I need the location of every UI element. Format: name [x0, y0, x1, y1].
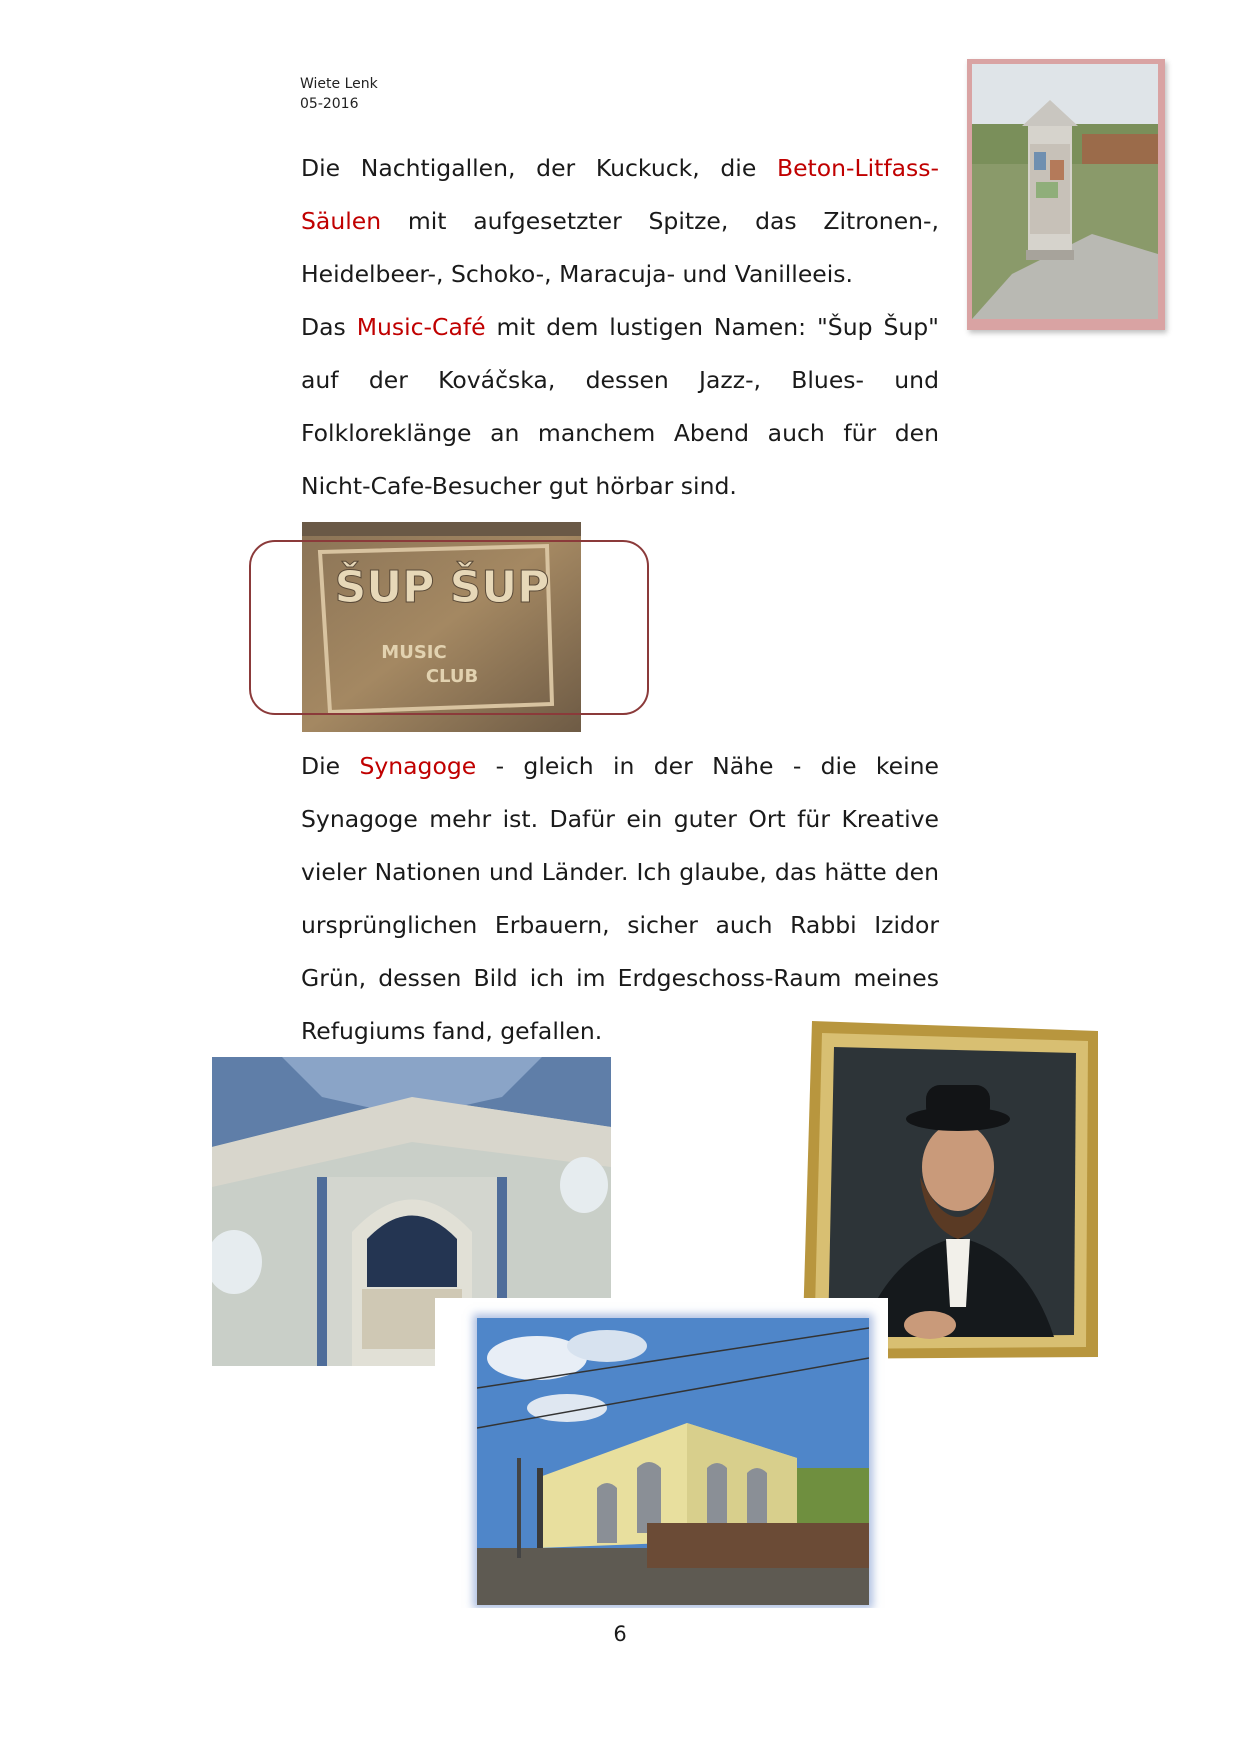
synagogue-exterior-image	[477, 1318, 869, 1605]
paragraph-ice-cream	[301, 142, 939, 301]
synagogue-exterior-photo	[435, 1298, 888, 1608]
advertising-column-photo	[967, 59, 1165, 330]
author-name: Wiete Lenk	[300, 76, 378, 92]
sign-club-label: CLUB	[425, 666, 479, 687]
paragraph-text: - gleich in der Nähe - die keine Synagoge mehr ist. Dafür ein guter Ort für Kreative vieler Nationen und Länder. Ich glaube, das hätte den ursprünglichen Erbauern, sicher auch Rabbi Izidor Grün, dessen Bild ich im Erdgeschoss-Raum meines Refugiums fand, gefallen.	[301, 752, 939, 1045]
sign-title: ŠUP ŠUP	[334, 562, 550, 613]
paragraph-text: Die	[301, 752, 360, 780]
page-number: 6	[613, 1622, 627, 1646]
paragraph-music-cafe	[301, 301, 939, 513]
highlight-litfass-saeulen: Beton-Litfass-Säulen	[301, 154, 939, 235]
header-date: 05-2016	[300, 96, 359, 112]
paragraph-text: mit aufgesetzter Spitze, das Zitronen-, Heidelbeer-, Schoko-, Maracuja- und Vanilleeis.	[301, 207, 939, 288]
sign-music-label: MUSIC	[381, 642, 447, 663]
sign-highlight-frame	[249, 540, 649, 715]
paragraph-text: Das	[301, 313, 357, 341]
advertising-column-image	[972, 64, 1158, 319]
page-header	[300, 74, 378, 114]
highlight-music-cafe: Music-Café	[356, 313, 486, 341]
paragraph-text: Die Nachtigallen, der Kuckuck, die	[301, 154, 777, 182]
paragraph-text: mit dem lustigen Namen: "Šup Šup" auf der Kováčska, dessen Jazz-, Blues- und Folkloreklänge an manchem Abend auch für den Nicht-Cafe-Besucher gut hörbar sind.	[301, 313, 939, 500]
highlight-synagogue: Synagoge	[359, 752, 477, 780]
